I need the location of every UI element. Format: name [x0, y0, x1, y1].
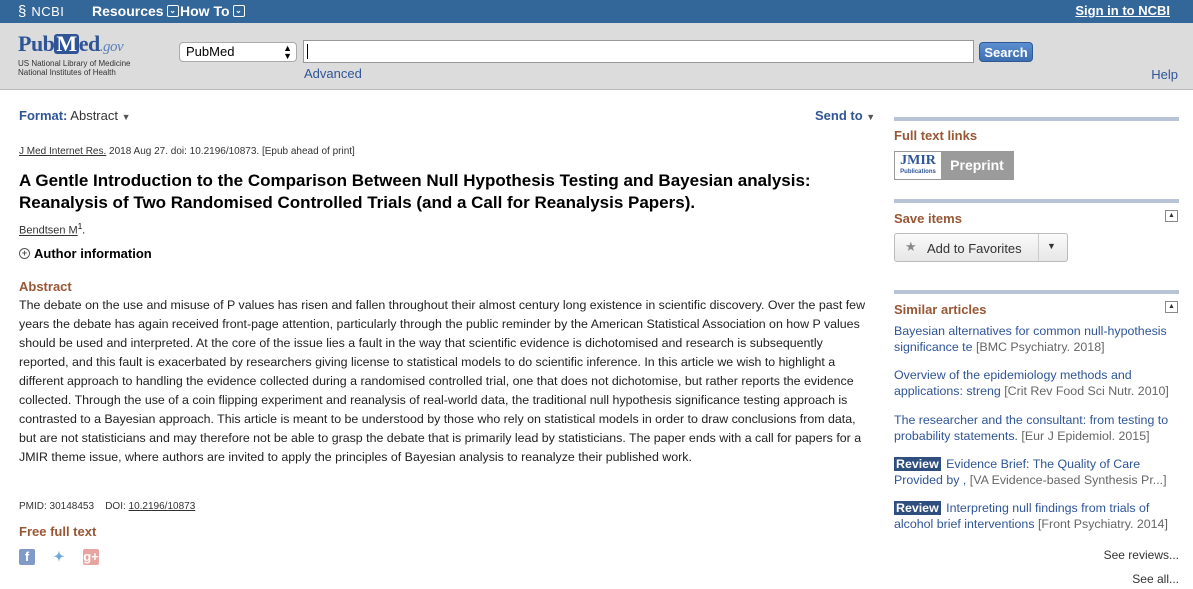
see-all-link[interactable]: See all...: [1132, 572, 1179, 586]
abstract-heading: Abstract: [19, 279, 72, 294]
similar-articles-heading: Similar articles: [894, 302, 987, 317]
help-link[interactable]: Help: [1151, 67, 1178, 82]
review-badge: Review: [896, 457, 939, 471]
pubmed-logo[interactable]: PubMed.gov US National Library of Medicine National Institutes of Health: [18, 31, 131, 77]
similar-article-item[interactable]: Review Interpreting null findings from trials of alcohol brief interventions [Front Psychiatry. 2014]: [894, 501, 1168, 531]
facebook-icon[interactable]: f: [19, 549, 35, 565]
dna-helix-icon: §: [18, 3, 27, 20]
text-cursor: [307, 44, 308, 59]
similar-article-item[interactable]: Bayesian alternatives for common null-hypothesis significance te [BMC Psychiatry. 2018]: [894, 324, 1167, 354]
author-information-toggle[interactable]: + Author information: [19, 246, 152, 261]
collapse-icon[interactable]: ▲: [1165, 210, 1178, 222]
add-to-favorites-button[interactable]: ★ Add to Favorites ▼: [894, 233, 1068, 262]
citation-line: J Med Internet Res. 2018 Aug 27. doi: 10.2196/10873. [Epub ahead of print]: [19, 146, 355, 157]
jmir-logo: JMIR Publications: [895, 152, 941, 179]
full-text-links-heading: Full text links: [894, 128, 978, 143]
resources-menu[interactable]: Resources ⌄: [92, 3, 179, 19]
expand-plus-icon: +: [19, 248, 30, 259]
save-items-heading: Save items: [894, 211, 962, 226]
search-input[interactable]: [303, 40, 974, 63]
see-reviews-link[interactable]: See reviews...: [1103, 548, 1179, 562]
select-arrows-icon: ▲ ▼: [283, 43, 292, 61]
chevron-down-icon: ⌄: [233, 5, 245, 17]
jmir-preprint-link[interactable]: JMIR Publications Preprint: [894, 151, 1014, 180]
caret-down-icon: ▼: [121, 112, 131, 122]
caret-down-icon: ▼: [866, 112, 876, 122]
sign-in-link[interactable]: Sign in to NCBI: [1075, 3, 1170, 18]
review-badge: Review: [896, 501, 939, 515]
author-line: Bendtsen $M^1$.: [19, 222, 86, 237]
chevron-down-icon: ⌄: [167, 5, 179, 17]
advanced-search-link[interactable]: Advanced: [304, 66, 362, 81]
similar-article-item[interactable]: Review Evidence Brief: The Quality of Care Provided by , [VA Evidence-based Synthesis Pr...]: [894, 457, 1167, 487]
similar-article-item[interactable]: The researcher and the consultant: from testing to probability statements. [Eur J Epidemiol. 2015]: [894, 413, 1169, 443]
database-select[interactable]: PubMed ▲ ▼: [179, 42, 297, 62]
doi-link[interactable]: 10.2196/10873: [128, 501, 196, 512]
sidebar-divider: [894, 117, 1179, 121]
how-to-menu[interactable]: How To ⌄: [180, 3, 245, 19]
google-plus-icon[interactable]: g+: [83, 549, 99, 564]
send-to-menu[interactable]: Send to ▼: [815, 108, 876, 123]
sidebar-divider: [894, 290, 1179, 294]
article-identifiers: PMID: 30148453 DOI: 10.2196/10873: [19, 501, 196, 512]
pubmed-header: [0, 23, 1193, 90]
collapse-icon[interactable]: ▲: [1165, 301, 1178, 313]
ncbi-top-bar: [0, 0, 1193, 23]
article-title: A Gentle Introduction to the Comparison Between Null Hypothesis Testing and Bayesian analysis: Reanalysis of Two Randomised Controlled Trials (and a Call for Reanalysis Papers).: [19, 171, 811, 212]
search-button[interactable]: Search: [979, 42, 1033, 62]
twitter-icon[interactable]: ✦: [53, 549, 65, 564]
abstract-text: The debate on the use and misuse of P values has risen and fallen throughout their almost century long existence in scientific discovery. Over the past few years the debate has again received front-page attention, particularly through the public reminder by the American Statistical Association on how P values should be used and interpreted. At the core of the issue lies a fault in the way that scientific evidence is dichotomised and research is subsequently reported, and this fault is exacerbated by researchers giving license to statistical models to do scientific inference. In this article we wish to highlight a different approach to handling the evidence collected during a randomised controlled trial, one that does not dichotomise, but rather reports the evidence collected. Through the use of a coin flipping experiment and reanalysis of real-world data, the traditional null hypothesis significance testing approach is contrasted to a Bayesian approach. This article is meant to be understood by those who rely on statistical models in order to draw conclusions from data, but are not statisticians and may therefore not be able to grasp the debate that is primarily lead by statisticians. The paper ends with a call for papers for a JMIR theme issue, where authors are invited to apply the principles of Bayesian analysis to reanalyze their published work.: [19, 298, 866, 464]
journal-link[interactable]: J Med Internet Res.: [19, 146, 107, 157]
author-link[interactable]: Bendtsen M: [19, 224, 78, 237]
free-full-text-heading: Free full text: [19, 524, 97, 539]
dropdown-arrow-icon[interactable]: ▼: [1047, 241, 1056, 251]
social-share: [19, 549, 99, 565]
sidebar-divider: [894, 199, 1179, 203]
similar-article-item[interactable]: Overview of the epidemiology methods and applications: streng [Crit Rev Food Sci Nutr. 2010]: [894, 368, 1169, 398]
format-selector[interactable]: Format: Abstract ▼: [19, 108, 131, 123]
ncbi-logo[interactable]: § NCBI: [18, 3, 65, 20]
star-icon: ★: [905, 239, 917, 254]
